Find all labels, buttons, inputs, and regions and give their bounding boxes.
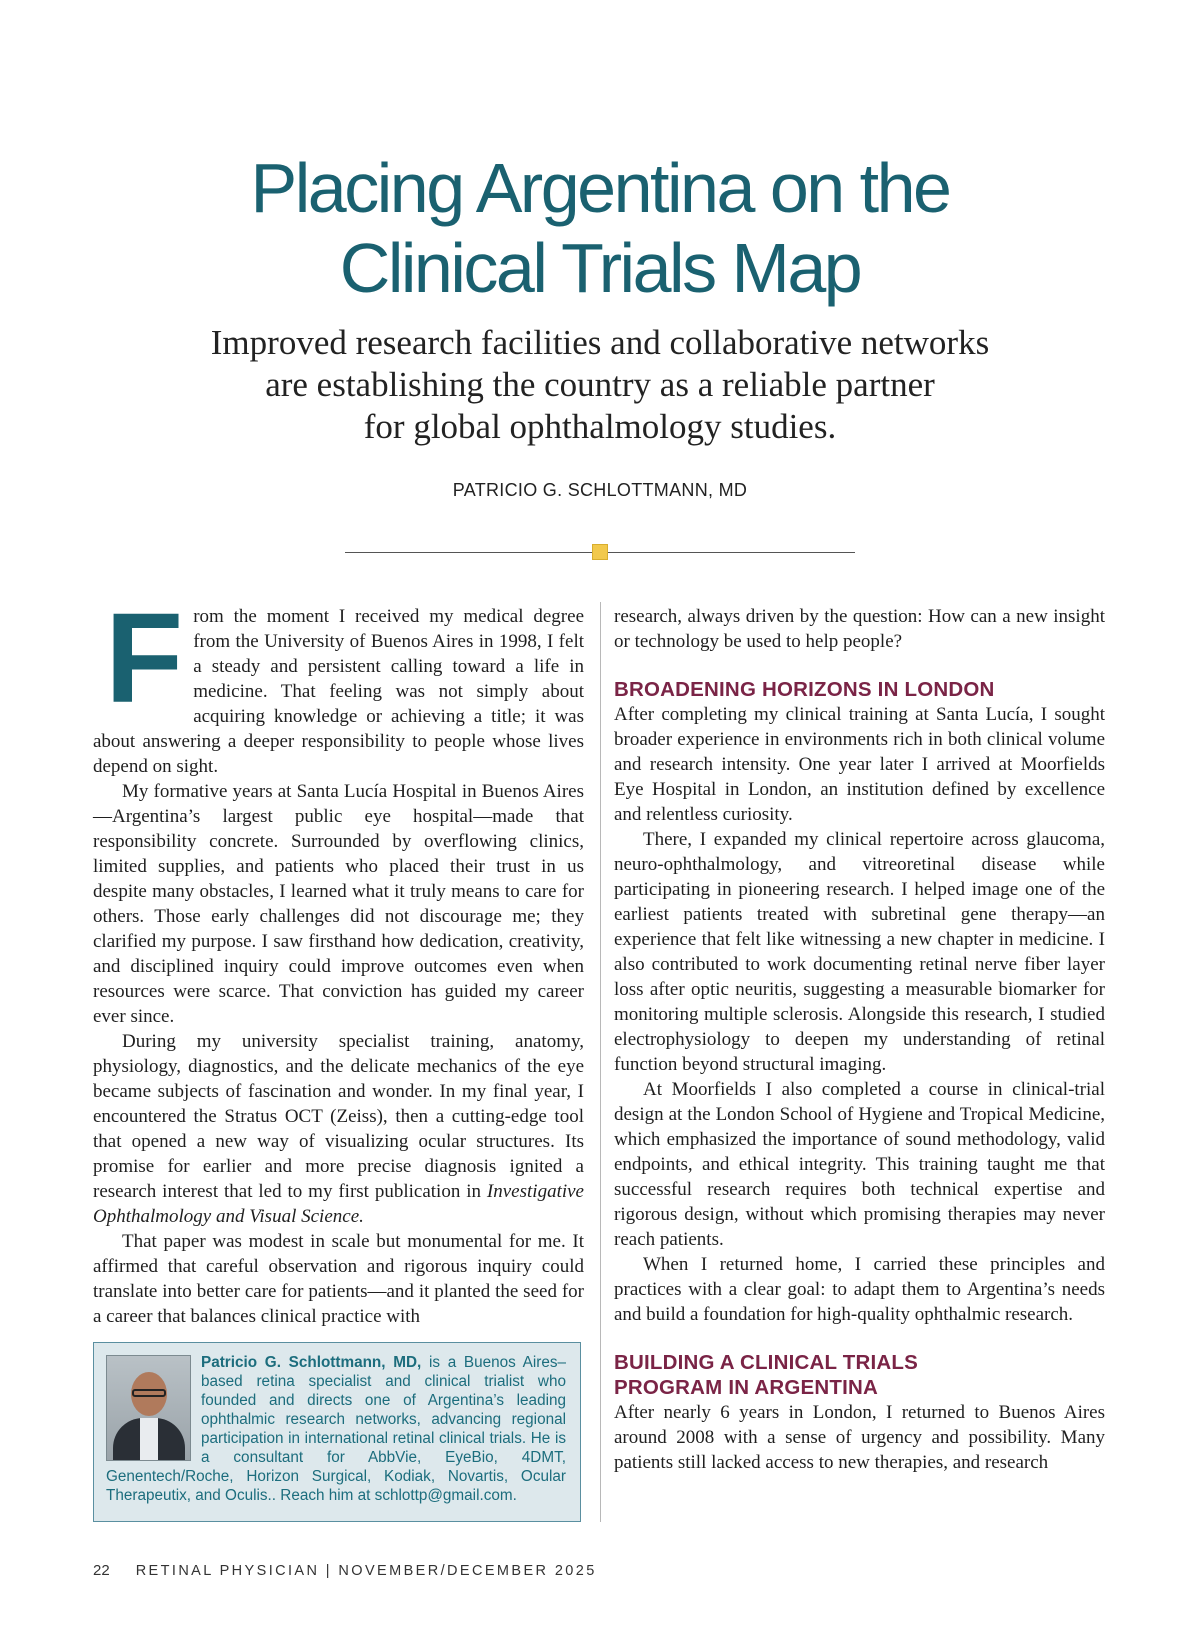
heading-line-1: BUILDING A CLINICAL TRIALS [614,1351,918,1374]
paragraph-5: research, always driven by the question: How can a new insight or technology be used to help people? [614,606,1105,652]
bio-description: is a Buenos Aires–based retina specialist and clinical trialist who founded and directs one of Argentina’s leading ophthalmic research networks, advancing regional participation in international retinal clinical trials. He is a consultant for AbbVie, EyeBio, 4DMT, Genentech/Roche, Horizon Surgical, Kodiak, Novartis, Ocular Therapeutix, and Oculis.. Reach him at schlottp@gmail.com. [106,1354,566,1504]
paragraph-10: After nearly 6 years in London, I returned to Buenos Aires around 2008 with a sense of urgency and possibility. Many patients still lacked access to new therapies, and research [614,1402,1105,1473]
section-heading-london: BROADENING HORIZONS IN LONDON [614,678,995,701]
section-heading-argentina [614,1350,1105,1400]
heading-line-2: PROGRAM IN ARGENTINA [614,1376,879,1399]
article-subtitle [140,322,1060,448]
paragraph-4: That paper was modest in scale but monumental for me. It affirmed that careful observation and rigorous inquiry could translate into better care for patients—and it planted the seed for a career that balances clinical practice with [93,1231,584,1327]
journal-citation: Investigative Ophthalmology and Visual Science. [93,1181,584,1227]
paragraph-7: There, I expanded my clinical repertoire across glaucoma, neuro-ophthalmology, and vitreoretinal disease while participating in pioneering research. I helped image one of the earliest patients treated with subretinal gene therapy—an experience that felt like witnessing a new chapter in medicine. I also contributed to work documenting retinal nerve fiber layer loss after optic neuritis, suggesting a measurable biomarker for monitoring multiple sclerosis. Alongside this research, I studied electrophysiology to deepen my understanding of retinal function beyond structural imaging. [614,829,1105,1075]
author-photo [106,1355,191,1461]
left-column [93,587,584,1329]
photo-shirt-shape [140,1418,158,1461]
title-line-1: Placing Argentina on the [250,149,950,227]
page-footer [93,1562,597,1579]
journal-name: RETINAL PHYSICIAN | NOVEMBER/DECEMBER 2025 [135,1563,597,1579]
photo-glasses-shape [132,1389,166,1397]
paragraph-1-text: rom the moment I received my medical degree from the University of Buenos Aires in 1998, I felt a steady and persistent calling toward a life in medicine. That feeling was not simply about acquiring knowledge or achieving a title; it was about answering a deeper responsibility to people whose lives depend on sight. [93,606,584,777]
author-byline: PATRICIO G. SCHLOTTMANN, MD [452,480,748,500]
article-title [100,148,1100,308]
right-column [614,604,1105,1475]
title-line-2: Clinical Trials Map [339,229,861,307]
paragraph-6: After completing my clinical training at Santa Lucía, I sought broader experience in environments rich in both clinical volume and research intensity. One year later I arrived at Moorfields Eye Hospital in London, an institution defined by excellence and relentless curiosity. [614,704,1105,825]
paragraph-2: My formative years at Santa Lucía Hospital in Buenos Aires—Argentina’s largest public eye hospital—made that responsibility concrete. Surrounded by overflowing clinics, limited supplies, and patients who placed their trust in us despite many obstacles, I learned what it truly means to care for others. Those early challenges did not discourage me; they clarified my purpose. I saw firsthand how dedication, creativity, and disciplined inquiry could improve outcomes even when resources were scarce. That conviction has guided my career ever since. [93,781,584,1027]
subtitle-line-1: Improved research facilities and collaborative networks [210,323,990,362]
bio-author-name: Patricio G. Schlottmann, MD, [201,1354,422,1371]
paragraph-1 [93,587,584,779]
drop-cap: F [105,587,184,730]
subtitle-line-2: are establishing the country as a reliable partner [265,365,935,404]
subtitle-line-3: for global ophthalmology studies. [363,407,837,446]
paragraph-8: At Moorfields I also completed a course in clinical-trial design at the London School of Hygiene and Tropical Medicine, which emphasized the importance of sound methodology, valid endpoints, and ethical integrity. This training taught me that successful research requires both technical expertise and rigorous design, without which promising therapies may never reach patients. [614,1079,1105,1250]
page-number: 22 [93,1562,110,1579]
column-divider [600,602,601,1522]
section-ornament [345,542,855,562]
paragraph-3-text: During my university specialist training, anatomy, physiology, diagnostics, and the delicate mechanics of the eye became subjects of fascination and wonder. In my final year, I encountered the Stratus OCT (Zeiss), then a cutting-edge tool that opened a new way of visualizing ocular structures. Its promise for earlier and more precise diagnosis ignited a research interest that led to my first publication in [93,1031,584,1202]
paragraph-3 [93,1029,584,1229]
paragraph-9: When I returned home, I carried these principles and practices with a clear goal: to adapt them to Argentina’s needs and build a foundation for high-quality ophthalmic research. [614,1254,1105,1325]
author-bio-box [93,1342,581,1522]
ornament-square-icon [592,544,608,560]
